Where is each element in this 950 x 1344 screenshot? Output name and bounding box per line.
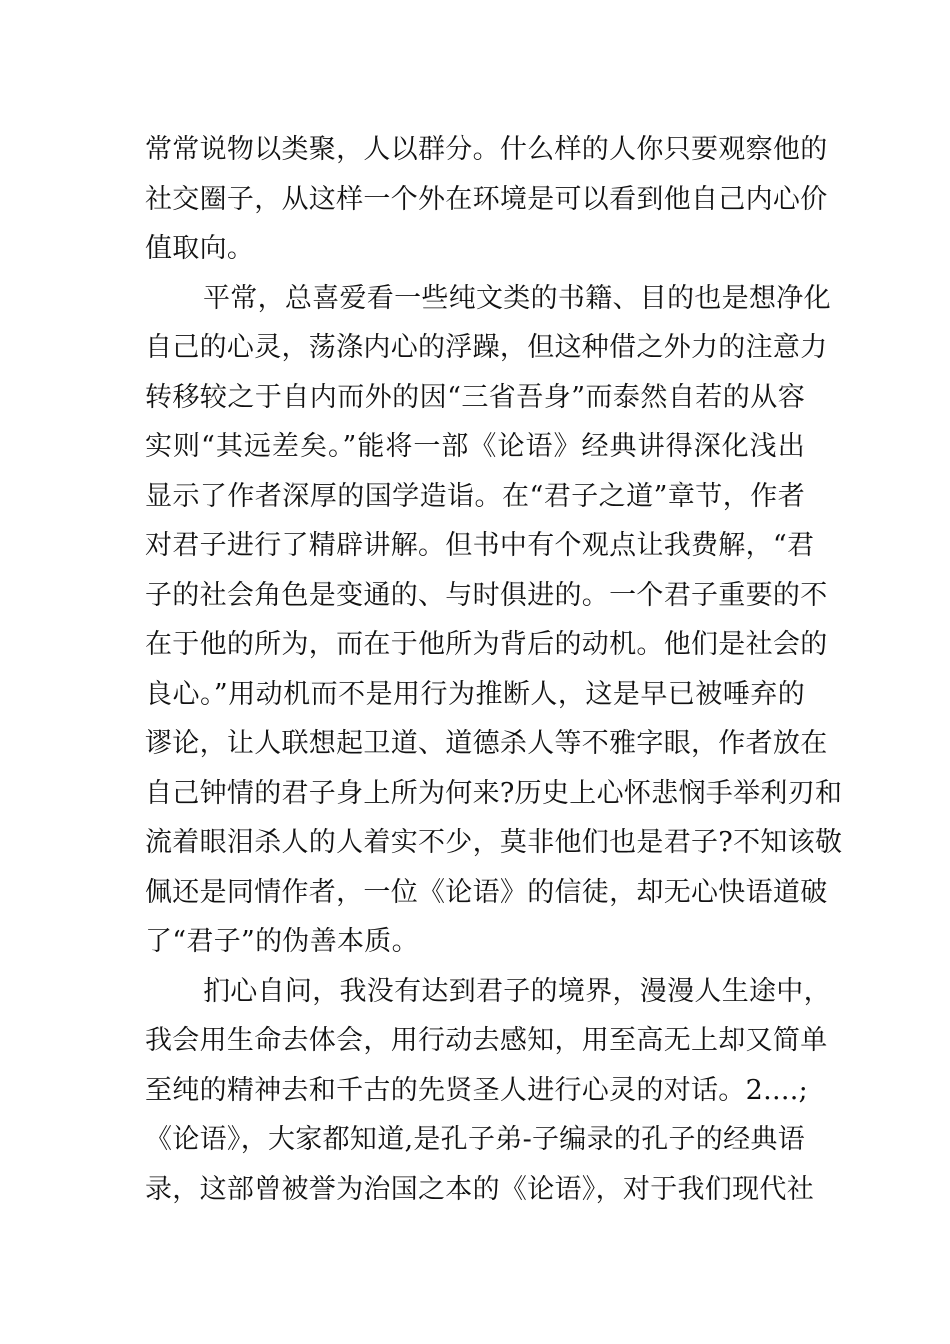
text-line: 平常，总喜爱看一些纯文类的书籍、目的也是想净化	[203, 282, 831, 314]
text-line: 自己钟情的君子身上所为何来?历史上心怀悲悯手举利刃和	[145, 777, 843, 809]
paragraph-3	[145, 967, 831, 1215]
text-line: 了“君子”的伪善本质。	[145, 926, 419, 957]
text-line: 良心。”用动机而不是用行为推断人，这是早已被唾弃的	[145, 678, 805, 710]
paragraph-1	[145, 125, 828, 274]
text-line: 佩还是同情作者，一位《论语》的信徒，却无心快语道破	[145, 876, 828, 908]
text-line: 我会用生命去体会，用行动去感知，用至高无上却又简单	[145, 1025, 828, 1056]
text-line: 谬论，让人联想起卫道、道德杀人等不雅字眼，作者放在	[145, 728, 828, 759]
text-line: 自己的心灵，荡涤内心的浮躁，但这种借之外力的注意力	[145, 332, 828, 363]
text-line: 录，这部曾被誉为治国之本的《论语》，对于我们现代社	[145, 1173, 814, 1205]
text-line: 在于他的所为，而在于他所为背后的动机。他们是社会的	[145, 629, 828, 660]
text-line: 值取向。	[145, 233, 255, 264]
text-line: 子的社会角色是变通的、与时俱进的。一个君子重要的不	[145, 579, 828, 611]
text-line: 《论语》，大家都知道,是孔子弟-子编录的孔子的经典语	[145, 1124, 806, 1155]
paragraph-2	[145, 274, 843, 967]
text-line: 至纯的精神去和千古的先贤圣人进行心灵的对话。2....;	[145, 1074, 809, 1106]
text-line: 实则“其远差矣。”能将一部《论语》经典讲得深化浅出	[145, 431, 805, 462]
text-line: 转移较之于自内而外的因“三省吾身”而泰然自若的从容	[145, 381, 805, 413]
body-text	[145, 125, 843, 1214]
text-line: 常常说物以类聚，人以群分。什么样的人你只要观察他的	[145, 134, 828, 165]
text-line: 流着眼泪杀人的人着实不少，莫非他们也是君子?不知该敬	[145, 827, 843, 858]
text-line: 对君子进行了精辟讲解。但书中有个观点让我费解，“君	[145, 530, 815, 561]
text-line: 社交圈子，从这样一个外在环境是可以看到他自己内心价	[145, 183, 828, 215]
text-line: 显示了作者深厚的国学造诣。在“君子之道”章节，作者	[145, 480, 805, 512]
text-line: 扪心自问，我没有达到君子的境界，漫漫人生途中，	[203, 975, 831, 1007]
